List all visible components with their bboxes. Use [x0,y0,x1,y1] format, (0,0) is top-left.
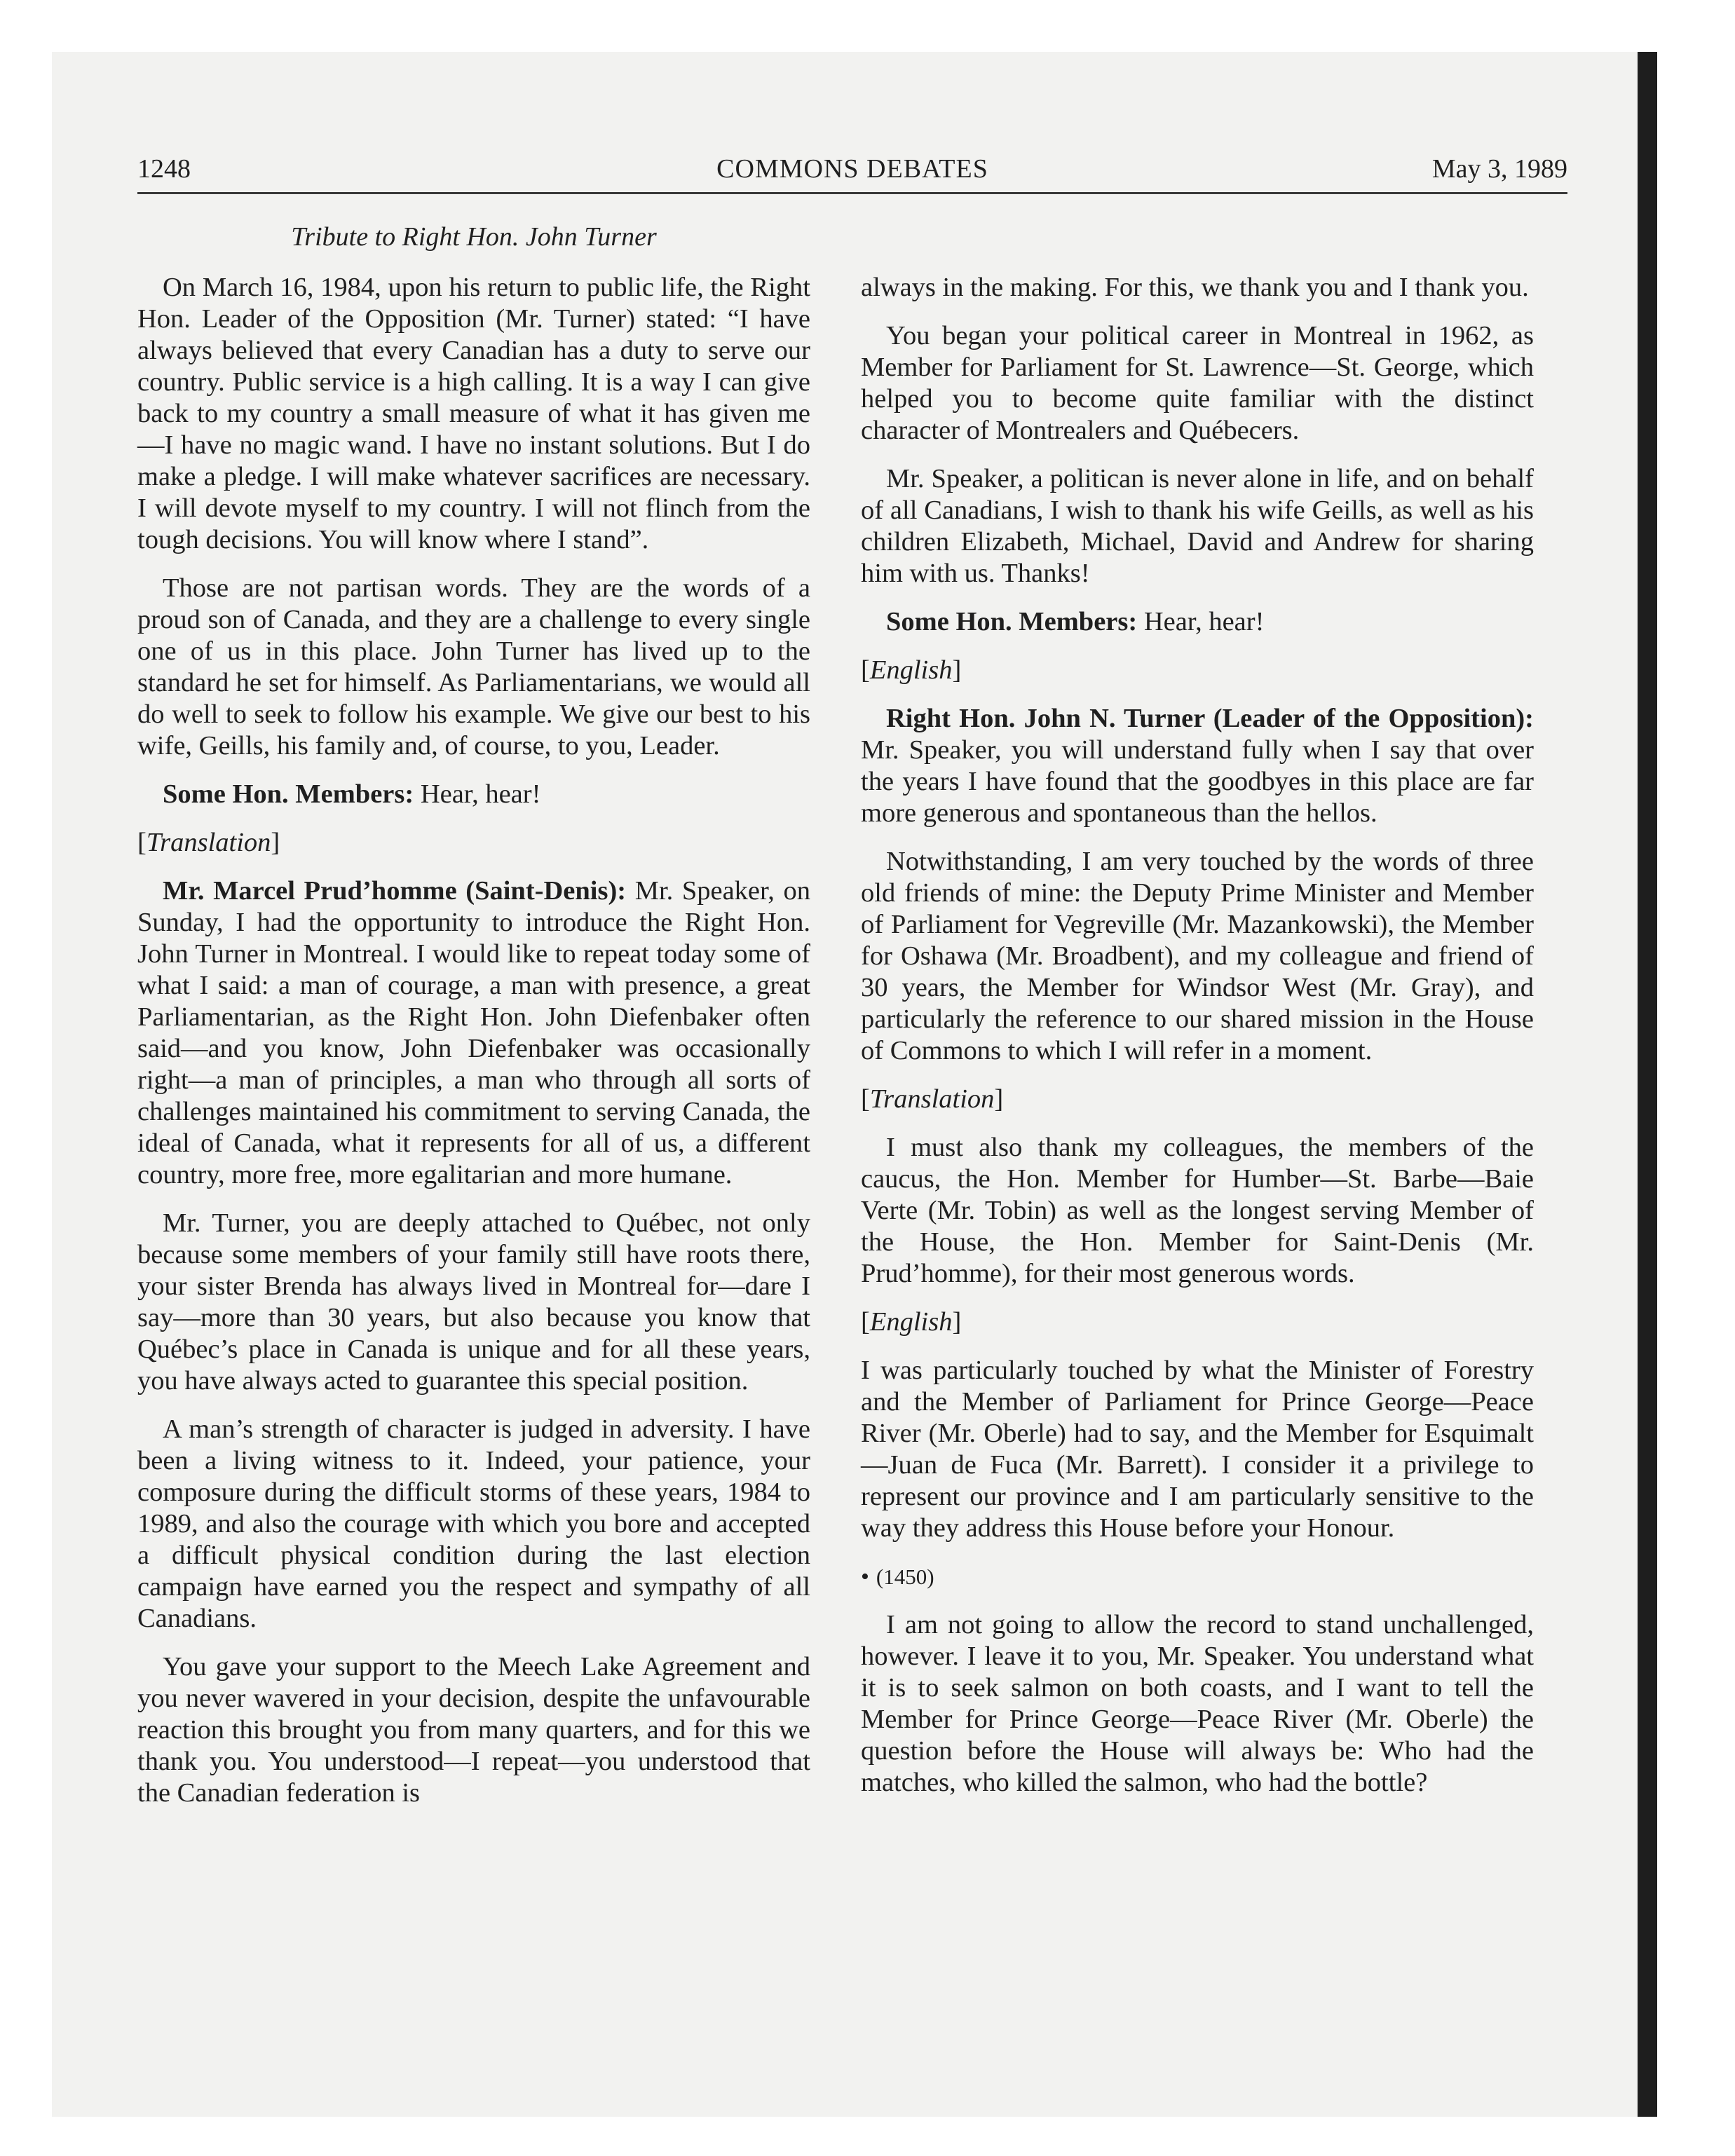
paragraph: I must also thank my colleagues, the members of the caucus, the Hon. Member for Humber—St. Barbe—Baie Verte (Mr. Tobin) as well as the longest serving Member of the House, the Hon. Member for Saint-Denis (Mr. Prud’homme), for their most generous words. [861,1133,1534,1288]
speaker-name: Some Hon. Members: [886,607,1138,636]
document-page [137,149,1567,1999]
language-label: Translation [869,1084,995,1114]
speech-text: Mr. Speaker, on Sunday, I had the opportunity to introduce the Right Hon. John Turner in Montreal. I would like to repeat today some of what I said: a man of courage, a man with presence, a great Parliamentarian, as the Right Hon. John Diefenbaker often said—and you know, John Diefenbaker was occasionally right—a man of principles, a man who through all sorts of challenges maintained his commitment to serving Canada, the ideal of Canada, what it represents for all of us, a different country, more free, more egalitarian and more humane. [137,876,811,1189]
page-number: 1248 [137,154,191,184]
language-marker: [Translation] [137,828,280,857]
header-date: May 3, 1989 [1431,154,1567,184]
paragraph: always in the making. For this, we thank you and I thank you. [861,273,1529,302]
running-header [137,149,1567,189]
paragraph: Mr. Turner, you are deeply attached to Québec, not only because some members of your family still have roots there, your sister Brenda has always lived in Montreal for—dare I say—more than 30 years, but also because you know that Québec’s place in Canada is unique and for all these years, you have always acted to guarantee this special position. [137,1208,810,1396]
paragraph [861,606,1534,638]
language-label: English [869,655,953,685]
language-label: English [869,1307,953,1337]
paragraph: Those are not partisan words. They are the words of a proud son of Canada, and they are a challenge to every single one of us in this place. John Turner has lived up to the standard he set for himself. As Parliamentarians, we would all do well to seek to follow his example. We give our best to his wife, Geills, his family and, of course, to you, Leader. [137,573,810,760]
bullet-icon: • [861,1564,869,1590]
paragraph: I was particularly touched by what the Minister of Forestry and the Member of Parliament for Prince George—Peace River (Mr. Oberle) had to say, and the Member for Esquimalt—Juan de Fuca (Mr. Barrett). I consider it a privilege to represent our province and I am particularly sensitive to the way they address this House before your Honour. [861,1356,1534,1543]
speech-text: Hear, hear! [1137,607,1265,636]
paragraph: You gave your support to the Meech Lake Agreement and you never wavered in your decision, despite the unfavourable reaction this brought you from many quarters, and for this we thank you. You understood—I repeat—you understood that the Canadian federation is [137,1652,810,1808]
header-rule [137,192,1567,194]
speech-text: Hear, hear! [414,779,541,809]
speaker-name: Right Hon. John N. Turner (Leader of the Opposition): [886,704,1534,733]
paragraph: Notwithstanding, I am very touched by the words of three old friends of mine: the Deputy Prime Minister and Member of Parliament for Vegreville (Mr. Mazankowski), the Member for Oshawa (Mr. Broadbent), and my colleague and friend of 30 years, the Member for Windsor West (Mr. Gray), and particularly the reference to our shared mission in the House of Commons to which I will refer in a moment. [861,847,1534,1065]
paragraph: A man’s strength of character is judged in adversity. I have been a living witness to it. Indeed, your patience, your composure during the difficult storms of these years, 1984 to 1989, and also the courage with which you bore and accepted a difficult physical condition during the last election campaign have earned you the respect and sympathy of all Canadians. [137,1414,810,1633]
speaker-name: Some Hon. Members: [163,779,414,809]
binding-edge [1638,52,1657,2117]
timestamp-marker [861,1561,1534,1592]
timestamp: (1450) [876,1564,934,1589]
paragraph: On March 16, 1984, upon his return to public life, the Right Hon. Leader of the Opposition (Mr. Turner) stated: “I have always believed that every Canadian has a duty to serve our country. Public service is a high calling. It is a way I can give back to my country a small measure of what it has given me—I have no magic wand. I have no instant solutions. But I do make a pledge. I will make whatever sacrifices are necessary. I will devote myself to my country. I will not flinch from the tough decisions. You will know where I stand”. [137,273,810,554]
language-label: Translation [146,828,271,857]
right-column [861,272,1534,1815]
paragraph: Mr. Speaker, a politican is never alone in life, and on behalf of all Canadians, I wish to thank his wife Geills, as well as his children Elizabeth, Michael, David and Andrew for sharing him with us. Thanks! [861,464,1534,588]
publication-title: COMMONS DEBATES [716,154,988,184]
speech-text: Mr. Speaker, you will understand fully when I say that over the years I have found that the goodbyes in this place are far more generous and spontaneous than the hellos. [861,735,1534,828]
paragraph [137,779,810,810]
paragraph [861,703,1534,829]
paragraph [137,875,810,1191]
paragraph: I am not going to allow the record to stand unchallenged, however. I leave it to you, Mr. Speaker. You understand what it is to seek salmon on both coasts, and I want to tell the Member for Prince George—Peace River (Mr. Oberle) the question before the House will always be: Who had the matches, who killed the salmon, who had the bottle? [861,1610,1534,1797]
section-subtitle: Tribute to Right Hon. John Turner [291,222,657,252]
language-marker: [English] [861,655,962,685]
left-column [137,272,810,1826]
language-marker: [English] [861,1307,962,1337]
speaker-name: Mr. Marcel Prud’homme (Saint-Denis): [163,876,627,906]
language-marker: [Translation] [861,1084,1004,1114]
paragraph: You began your political career in Montreal in 1962, as Member for Parliament for St. Lawrence—St. George, which helped you to become quite familiar with the distinct character of Montrealers and Québecers. [861,321,1534,445]
